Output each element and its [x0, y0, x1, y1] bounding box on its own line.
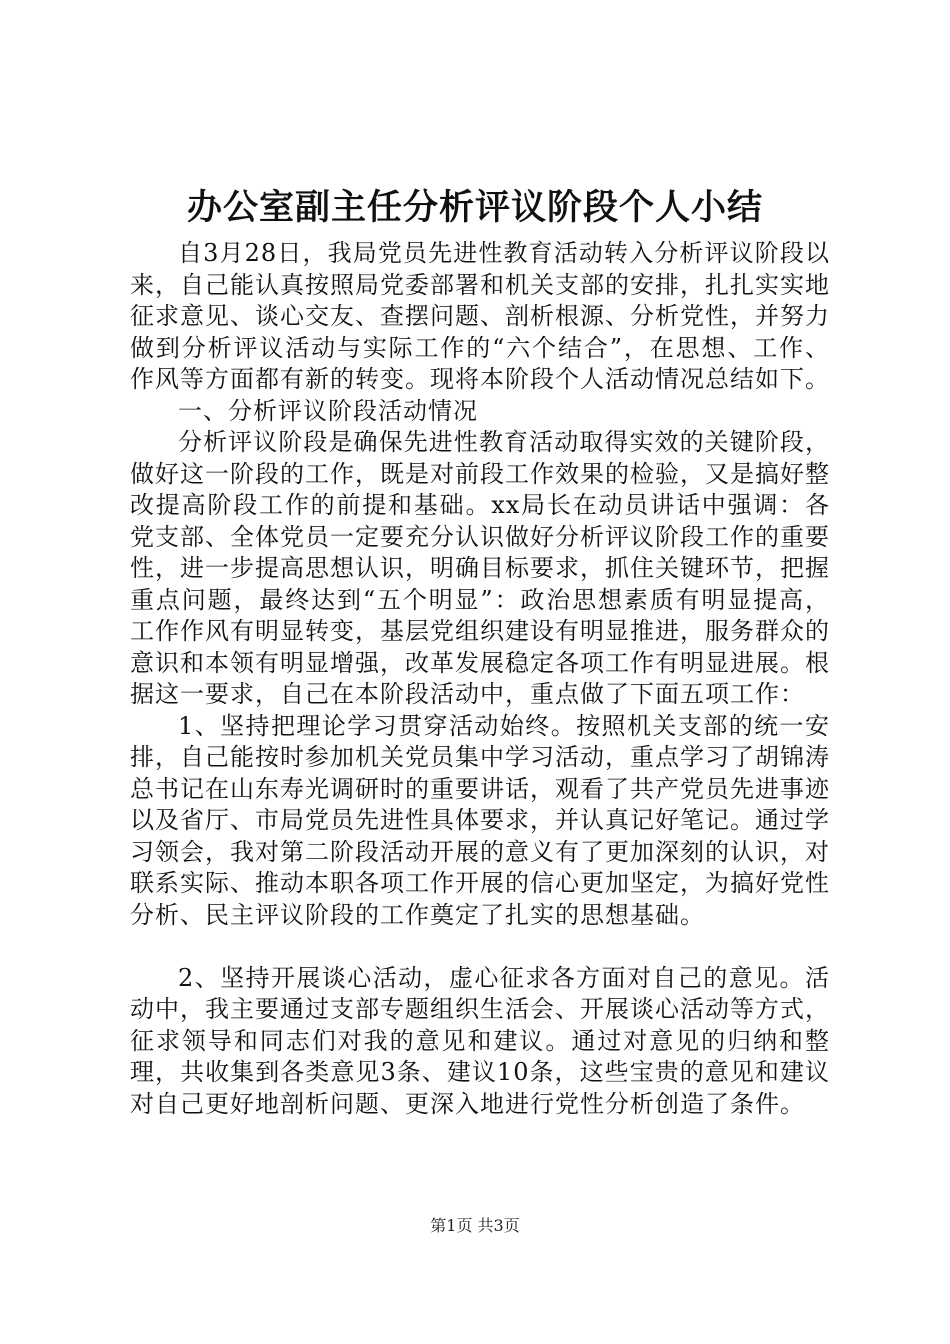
page-number-footer: 第1页 共3页: [430, 1216, 520, 1235]
section-heading: 一、分析评议阶段活动情况: [178, 396, 478, 425]
paragraph-overview: 分析评议阶段是确保先进性教育活动取得实效的关键阶段，做好这一阶段的工作，既是对前段工作效果的检验，又是搞好整改提高阶段工作的前提和基础。xx局长在动员讲话中强调：各党支部、全体党员一定要充分认识做好分析评议阶段工作的重要性，进一步提高思想认识，明确目标要求，抓住关键环节，把握重点问题，最终达到“五个明显”：政治思想素质有明显提高，工作作风有明显转变，基层党组织建设有明显推进，服务群众的意识和本领有明显增强，改革发展稳定各项工作有明显进展。根据这一要求，自己在本阶段活动中，重点做了下面五项工作：: [130, 428, 830, 708]
paragraph-item-1: 1、坚持把理论学习贯穿活动始终。按照机关支部的统一安排，自己能按时参加机关党员集中学习活动，重点学习了胡锦涛总书记在山东寿光调研时的重要讲话，观看了共产党员先进事迹以及省厅、市局党员先进性具体要求，并认真记好笔记。通过学习领会，我对第二阶段活动开展的意义有了更加深刻的认识，对联系实际、推动本职各项工作开展的信心更加坚定，为搞好党性分析、民主评议阶段的工作奠定了扎实的思想基础。: [130, 711, 830, 929]
paragraph-intro: 自3月28日，我局党员先进性教育活动转入分析评议阶段以来，自己能认真按照局党委部署和机关支部的安排，扎扎实实地征求意见、谈心交友、查摆问题、剖析根源、分析党性，并努力做到分析评议活动与实际工作的“六个结合”，在思想、工作、作风等方面都有新的转变。现将本阶段个人活动情况总结如下。: [130, 239, 830, 393]
document-title: 办公室副主任分析评议阶段个人小结: [186, 187, 763, 228]
document-body: [130, 238, 830, 1120]
paragraph-item-2: 2、坚持开展谈心活动，虚心征求各方面对自己的意见。活动中，我主要通过支部专题组织生活会、开展谈心活动等方式，征求领导和同志们对我的意见和建议。通过对意见的归纳和整理，共收集到各类意见3条、建议10条，这些宝贵的意见和建议对自己更好地剖析问题、更深入地进行党性分析创造了条件。: [130, 963, 830, 1118]
